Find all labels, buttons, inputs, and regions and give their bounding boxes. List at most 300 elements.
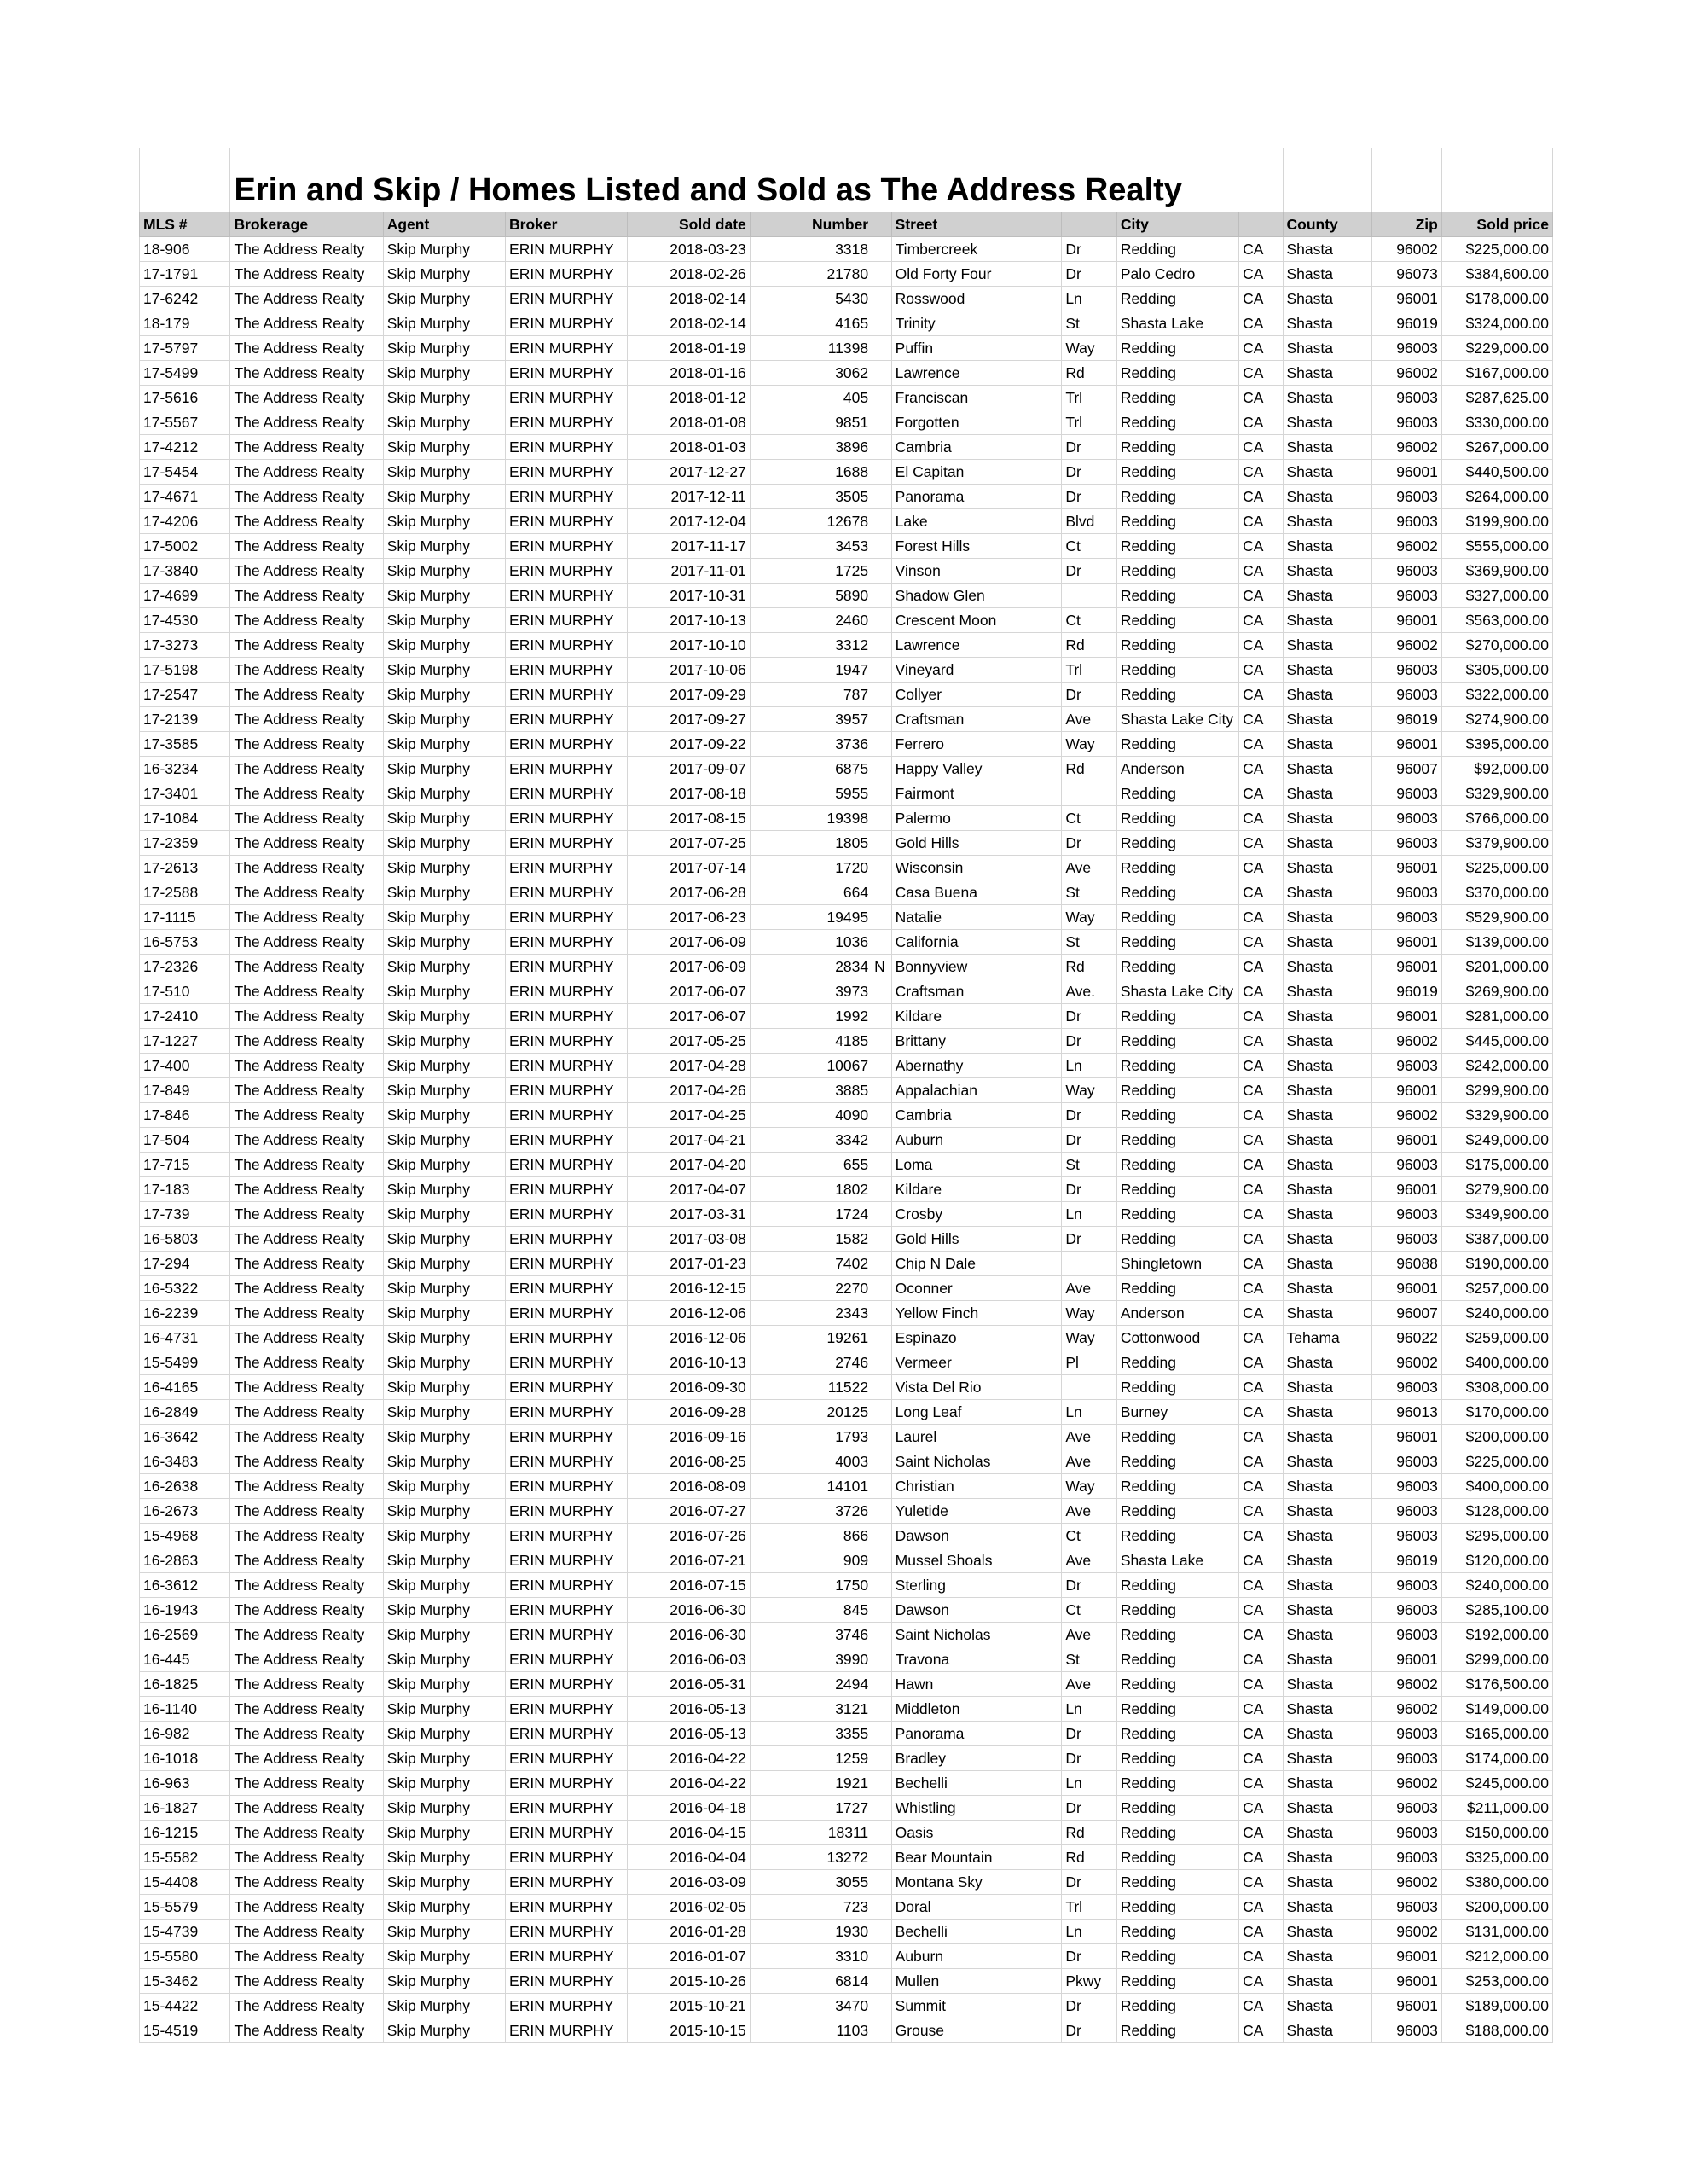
brokerage-cell: The Address Realty	[230, 1994, 383, 2018]
sold-date-cell: 2016-12-06	[628, 1301, 750, 1326]
sold-date-cell: 2018-01-03	[628, 435, 750, 460]
broker-cell: ERIN MURPHY	[506, 1301, 628, 1326]
agent-cell: Skip Murphy	[383, 1153, 505, 1177]
zip-cell: 96019	[1371, 707, 1441, 732]
state-cell: CA	[1239, 1252, 1283, 1276]
state-cell: CA	[1239, 1128, 1283, 1153]
suffix-cell: Dr	[1062, 460, 1117, 485]
table-row	[140, 1499, 1553, 1524]
direction-cell	[872, 287, 892, 311]
city-cell: Redding	[1116, 1449, 1238, 1474]
direction-cell	[872, 757, 892, 781]
direction-cell	[872, 707, 892, 732]
agent-cell: Skip Murphy	[383, 1969, 505, 1994]
mls-cell: 17-2410	[140, 1004, 230, 1029]
mls-cell: 17-1791	[140, 262, 230, 287]
title-spacer-cell	[1441, 148, 1552, 212]
city-cell: Redding	[1116, 1153, 1238, 1177]
sold-price-cell: $380,000.00	[1441, 1870, 1552, 1895]
number-cell: 3055	[750, 1870, 872, 1895]
agent-cell: Skip Murphy	[383, 1796, 505, 1821]
number-cell: 19495	[750, 905, 872, 930]
broker-cell: ERIN MURPHY	[506, 311, 628, 336]
broker-cell: ERIN MURPHY	[506, 1598, 628, 1623]
mls-cell: 17-4699	[140, 584, 230, 608]
agent-cell: Skip Murphy	[383, 262, 505, 287]
table-row	[140, 781, 1553, 806]
table-row	[140, 1449, 1553, 1474]
street-cell: Travona	[891, 1647, 1062, 1672]
county-cell: Shasta	[1283, 856, 1371, 880]
sold-date-cell: 2018-01-12	[628, 386, 750, 410]
agent-cell: Skip Murphy	[383, 1474, 505, 1499]
sold-date-cell: 2017-10-10	[628, 633, 750, 658]
number-cell: 3957	[750, 707, 872, 732]
number-cell: 11522	[750, 1375, 872, 1400]
table-row	[140, 905, 1553, 930]
agent-cell: Skip Murphy	[383, 1746, 505, 1771]
sold-price-cell: $201,000.00	[1441, 955, 1552, 979]
city-cell: Redding	[1116, 1944, 1238, 1969]
mls-cell: 16-1140	[140, 1697, 230, 1722]
brokerage-cell: The Address Realty	[230, 1969, 383, 1994]
brokerage-cell: The Address Realty	[230, 856, 383, 880]
county-cell: Shasta	[1283, 1722, 1371, 1746]
suffix-cell: Ct	[1062, 608, 1117, 633]
brokerage-cell: The Address Realty	[230, 831, 383, 856]
table-row	[140, 287, 1553, 311]
zip-cell: 96002	[1371, 534, 1441, 559]
sold-price-cell: $188,000.00	[1441, 2018, 1552, 2043]
county-cell: Shasta	[1283, 336, 1371, 361]
direction-cell	[872, 1598, 892, 1623]
suffix-cell: Ct	[1062, 1598, 1117, 1623]
mls-cell: 16-3483	[140, 1449, 230, 1474]
sold-date-cell: 2016-12-15	[628, 1276, 750, 1301]
mls-cell: 15-5579	[140, 1895, 230, 1920]
broker-cell: ERIN MURPHY	[506, 1425, 628, 1449]
table-row	[140, 1004, 1553, 1029]
broker-cell: ERIN MURPHY	[506, 1573, 628, 1598]
brokerage-cell: The Address Realty	[230, 658, 383, 682]
broker-cell: ERIN MURPHY	[506, 1722, 628, 1746]
state-cell: CA	[1239, 1821, 1283, 1845]
brokerage-cell: The Address Realty	[230, 1400, 383, 1425]
agent-cell: Skip Murphy	[383, 237, 505, 262]
sold-date-cell: 2016-01-28	[628, 1920, 750, 1944]
zip-cell: 96013	[1371, 1400, 1441, 1425]
suffix-cell: Ln	[1062, 1202, 1117, 1227]
mls-cell: 17-2359	[140, 831, 230, 856]
state-cell: CA	[1239, 955, 1283, 979]
direction-cell	[872, 1276, 892, 1301]
mls-cell: 18-906	[140, 237, 230, 262]
brokerage-cell: The Address Realty	[230, 1870, 383, 1895]
state-cell: CA	[1239, 336, 1283, 361]
street-cell: Grouse	[891, 2018, 1062, 2043]
mls-cell: 16-2638	[140, 1474, 230, 1499]
suffix-cell: Dr	[1062, 262, 1117, 287]
number-cell: 5955	[750, 781, 872, 806]
city-cell: Redding	[1116, 386, 1238, 410]
street-cell: Chip N Dale	[891, 1252, 1062, 1276]
street-cell: Wisconsin	[891, 856, 1062, 880]
street-cell: Cambria	[891, 1103, 1062, 1128]
broker-cell: ERIN MURPHY	[506, 1449, 628, 1474]
suffix-cell: Trl	[1062, 1895, 1117, 1920]
sold-price-cell: $400,000.00	[1441, 1350, 1552, 1375]
suffix-cell: Ct	[1062, 1524, 1117, 1548]
mls-cell: 16-5753	[140, 930, 230, 955]
street-cell: Auburn	[891, 1944, 1062, 1969]
brokerage-cell: The Address Realty	[230, 1845, 383, 1870]
zip-cell: 96003	[1371, 485, 1441, 509]
sold-price-cell: $249,000.00	[1441, 1128, 1552, 1153]
direction-cell	[872, 1573, 892, 1598]
mls-cell: 17-3585	[140, 732, 230, 757]
agent-cell: Skip Murphy	[383, 1870, 505, 1895]
street-cell: El Capitan	[891, 460, 1062, 485]
number-cell: 1259	[750, 1746, 872, 1771]
direction-cell	[872, 1870, 892, 1895]
state-cell: CA	[1239, 1202, 1283, 1227]
number-cell: 3312	[750, 633, 872, 658]
street-cell: Mussel Shoals	[891, 1548, 1062, 1573]
header-city-cell: City	[1116, 212, 1238, 237]
sold-date-cell: 2017-04-20	[628, 1153, 750, 1177]
direction-cell	[872, 1425, 892, 1449]
brokerage-cell: The Address Realty	[230, 1821, 383, 1845]
street-cell: Auburn	[891, 1128, 1062, 1153]
sold-price-cell: $445,000.00	[1441, 1029, 1552, 1054]
number-cell: 1793	[750, 1425, 872, 1449]
county-cell: Shasta	[1283, 1078, 1371, 1103]
county-cell: Shasta	[1283, 262, 1371, 287]
number-cell: 909	[750, 1548, 872, 1573]
mls-cell: 17-2613	[140, 856, 230, 880]
county-cell: Shasta	[1283, 1449, 1371, 1474]
brokerage-cell: The Address Realty	[230, 781, 383, 806]
direction-cell	[872, 880, 892, 905]
zip-cell: 96001	[1371, 1944, 1441, 1969]
sold-price-cell: $305,000.00	[1441, 658, 1552, 682]
brokerage-cell: The Address Realty	[230, 237, 383, 262]
number-cell: 1724	[750, 1202, 872, 1227]
direction-cell	[872, 781, 892, 806]
sold-date-cell: 2017-10-13	[628, 608, 750, 633]
street-cell: Gold Hills	[891, 831, 1062, 856]
number-cell: 1921	[750, 1771, 872, 1796]
city-cell: Redding	[1116, 1771, 1238, 1796]
table-row	[140, 1969, 1553, 1994]
brokerage-cell: The Address Realty	[230, 2018, 383, 2043]
sold-date-cell: 2018-03-23	[628, 237, 750, 262]
street-cell: Craftsman	[891, 979, 1062, 1004]
table-row	[140, 361, 1553, 386]
city-cell: Redding	[1116, 1350, 1238, 1375]
number-cell: 6875	[750, 757, 872, 781]
agent-cell: Skip Murphy	[383, 1598, 505, 1623]
brokerage-cell: The Address Realty	[230, 682, 383, 707]
table-row	[140, 1425, 1553, 1449]
sold-date-cell: 2017-06-07	[628, 979, 750, 1004]
agent-cell: Skip Murphy	[383, 287, 505, 311]
direction-cell	[872, 1623, 892, 1647]
brokerage-cell: The Address Realty	[230, 1252, 383, 1276]
state-cell: CA	[1239, 1301, 1283, 1326]
sold-date-cell: 2016-08-25	[628, 1449, 750, 1474]
broker-cell: ERIN MURPHY	[506, 1499, 628, 1524]
suffix-cell: Trl	[1062, 386, 1117, 410]
direction-cell	[872, 1697, 892, 1722]
direction-cell	[872, 1845, 892, 1870]
sold-price-cell: $267,000.00	[1441, 435, 1552, 460]
street-cell: Mullen	[891, 1969, 1062, 1994]
county-cell: Shasta	[1283, 287, 1371, 311]
agent-cell: Skip Murphy	[383, 311, 505, 336]
number-cell: 3121	[750, 1697, 872, 1722]
zip-cell: 96001	[1371, 1994, 1441, 2018]
table-row	[140, 1227, 1553, 1252]
state-cell: CA	[1239, 1004, 1283, 1029]
sold-price-cell: $281,000.00	[1441, 1004, 1552, 1029]
direction-cell	[872, 1252, 892, 1276]
state-cell: CA	[1239, 1103, 1283, 1128]
number-cell: 14101	[750, 1474, 872, 1499]
county-cell: Shasta	[1283, 1895, 1371, 1920]
mls-cell: 16-2673	[140, 1499, 230, 1524]
street-cell: Yellow Finch	[891, 1301, 1062, 1326]
street-cell: Rosswood	[891, 287, 1062, 311]
table-row	[140, 732, 1553, 757]
sold-date-cell: 2017-11-17	[628, 534, 750, 559]
broker-cell: ERIN MURPHY	[506, 979, 628, 1004]
broker-cell: ERIN MURPHY	[506, 559, 628, 584]
number-cell: 723	[750, 1895, 872, 1920]
street-cell: Bear Mountain	[891, 1845, 1062, 1870]
agent-cell: Skip Murphy	[383, 361, 505, 386]
brokerage-cell: The Address Realty	[230, 1153, 383, 1177]
broker-cell: ERIN MURPHY	[506, 682, 628, 707]
mls-cell: 17-183	[140, 1177, 230, 1202]
city-cell: Redding	[1116, 955, 1238, 979]
direction-cell	[872, 1499, 892, 1524]
sold-date-cell: 2016-04-04	[628, 1845, 750, 1870]
county-cell: Shasta	[1283, 1548, 1371, 1573]
number-cell: 1930	[750, 1920, 872, 1944]
broker-cell: ERIN MURPHY	[506, 1548, 628, 1573]
broker-cell: ERIN MURPHY	[506, 658, 628, 682]
title-spacer-cell	[140, 148, 230, 212]
number-cell: 3355	[750, 1722, 872, 1746]
mls-cell: 15-3462	[140, 1969, 230, 1994]
city-cell: Redding	[1116, 1029, 1238, 1054]
state-cell: CA	[1239, 1746, 1283, 1771]
direction-cell	[872, 1944, 892, 1969]
county-cell: Shasta	[1283, 1004, 1371, 1029]
suffix-cell: Dr	[1062, 1227, 1117, 1252]
suffix-cell: Dr	[1062, 1870, 1117, 1895]
table-row	[140, 806, 1553, 831]
zip-cell: 96002	[1371, 237, 1441, 262]
table-row	[140, 435, 1553, 460]
mls-cell: 15-4968	[140, 1524, 230, 1548]
agent-cell: Skip Murphy	[383, 485, 505, 509]
sold-date-cell: 2016-07-21	[628, 1548, 750, 1573]
number-cell: 4185	[750, 1029, 872, 1054]
number-cell: 11398	[750, 336, 872, 361]
suffix-cell	[1062, 1375, 1117, 1400]
state-cell: CA	[1239, 1227, 1283, 1252]
broker-cell: ERIN MURPHY	[506, 1153, 628, 1177]
county-cell: Tehama	[1283, 1326, 1371, 1350]
sold-price-cell: $165,000.00	[1441, 1722, 1552, 1746]
county-cell: Shasta	[1283, 781, 1371, 806]
header-row	[140, 212, 1553, 237]
street-cell: Lake	[891, 509, 1062, 534]
street-cell: Panorama	[891, 1722, 1062, 1746]
sold-price-cell: $329,900.00	[1441, 781, 1552, 806]
brokerage-cell: The Address Realty	[230, 1425, 383, 1449]
sold-price-cell: $327,000.00	[1441, 584, 1552, 608]
direction-cell: N	[872, 955, 892, 979]
agent-cell: Skip Murphy	[383, 1944, 505, 1969]
city-cell: Shingletown	[1116, 1252, 1238, 1276]
number-cell: 3726	[750, 1499, 872, 1524]
zip-cell: 96001	[1371, 930, 1441, 955]
table-row	[140, 534, 1553, 559]
city-cell: Redding	[1116, 509, 1238, 534]
city-cell: Redding	[1116, 1499, 1238, 1524]
sold-date-cell: 2017-09-29	[628, 682, 750, 707]
street-cell: Dawson	[891, 1524, 1062, 1548]
sold-price-cell: $199,900.00	[1441, 509, 1552, 534]
brokerage-cell: The Address Realty	[230, 1499, 383, 1524]
direction-cell	[872, 732, 892, 757]
city-cell: Shasta Lake City	[1116, 979, 1238, 1004]
sold-date-cell: 2016-04-22	[628, 1771, 750, 1796]
sold-date-cell: 2018-02-14	[628, 311, 750, 336]
table-row	[140, 1672, 1553, 1697]
mls-cell: 16-2863	[140, 1548, 230, 1573]
county-cell: Shasta	[1283, 1227, 1371, 1252]
brokerage-cell: The Address Realty	[230, 757, 383, 781]
table-row	[140, 1598, 1553, 1623]
sold-date-cell: 2017-09-22	[628, 732, 750, 757]
mls-cell: 15-4422	[140, 1994, 230, 2018]
zip-cell: 96002	[1371, 1103, 1441, 1128]
state-cell: CA	[1239, 1350, 1283, 1375]
sold-price-cell: $190,000.00	[1441, 1252, 1552, 1276]
direction-cell	[872, 361, 892, 386]
agent-cell: Skip Murphy	[383, 1078, 505, 1103]
brokerage-cell: The Address Realty	[230, 1598, 383, 1623]
suffix-cell: Dr	[1062, 1722, 1117, 1746]
zip-cell: 96003	[1371, 1227, 1441, 1252]
table-row	[140, 1350, 1553, 1375]
street-cell: Gold Hills	[891, 1227, 1062, 1252]
suffix-cell: Dr	[1062, 237, 1117, 262]
direction-cell	[872, 658, 892, 682]
sold-price-cell: $529,900.00	[1441, 905, 1552, 930]
sold-price-cell: $400,000.00	[1441, 1474, 1552, 1499]
table-row	[140, 1895, 1553, 1920]
broker-cell: ERIN MURPHY	[506, 435, 628, 460]
number-cell: 1750	[750, 1573, 872, 1598]
direction-cell	[872, 1920, 892, 1944]
state-cell: CA	[1239, 658, 1283, 682]
county-cell: Shasta	[1283, 608, 1371, 633]
sold-date-cell: 2016-08-09	[628, 1474, 750, 1499]
street-cell: Forgotten	[891, 410, 1062, 435]
sold-price-cell: $555,000.00	[1441, 534, 1552, 559]
table-row	[140, 1796, 1553, 1821]
suffix-cell: Dr	[1062, 1029, 1117, 1054]
county-cell: Shasta	[1283, 930, 1371, 955]
brokerage-cell: The Address Realty	[230, 1227, 383, 1252]
city-cell: Redding	[1116, 1177, 1238, 1202]
sold-price-cell: $279,900.00	[1441, 1177, 1552, 1202]
street-cell: Puffin	[891, 336, 1062, 361]
city-cell: Redding	[1116, 1647, 1238, 1672]
suffix-cell: Dr	[1062, 485, 1117, 509]
suffix-cell: Way	[1062, 1078, 1117, 1103]
direction-cell	[872, 460, 892, 485]
state-cell: CA	[1239, 1623, 1283, 1647]
table-row	[140, 856, 1553, 880]
agent-cell: Skip Murphy	[383, 1994, 505, 2018]
sold-price-cell: $150,000.00	[1441, 1821, 1552, 1845]
street-cell: Loma	[891, 1153, 1062, 1177]
mls-cell: 17-1227	[140, 1029, 230, 1054]
suffix-cell: Ln	[1062, 1697, 1117, 1722]
table-row	[140, 1647, 1553, 1672]
sold-price-cell: $264,000.00	[1441, 485, 1552, 509]
sold-date-cell: 2017-06-28	[628, 880, 750, 905]
suffix-cell: Ln	[1062, 287, 1117, 311]
table-row	[140, 1153, 1553, 1177]
brokerage-cell: The Address Realty	[230, 410, 383, 435]
table-row	[140, 1944, 1553, 1969]
street-cell: Vineyard	[891, 658, 1062, 682]
city-cell: Redding	[1116, 831, 1238, 856]
table-row	[140, 682, 1553, 707]
table-row	[140, 707, 1553, 732]
brokerage-cell: The Address Realty	[230, 1004, 383, 1029]
brokerage-cell: The Address Realty	[230, 732, 383, 757]
state-cell: CA	[1239, 386, 1283, 410]
county-cell: Shasta	[1283, 732, 1371, 757]
zip-cell: 96001	[1371, 1969, 1441, 1994]
suffix-cell: Dr	[1062, 2018, 1117, 2043]
broker-cell: ERIN MURPHY	[506, 1252, 628, 1276]
sold-date-cell: 2017-07-14	[628, 856, 750, 880]
city-cell: Redding	[1116, 1920, 1238, 1944]
direction-cell	[872, 311, 892, 336]
sold-price-cell: $189,000.00	[1441, 1994, 1552, 2018]
city-cell: Redding	[1116, 410, 1238, 435]
zip-cell: 96022	[1371, 1326, 1441, 1350]
state-cell: CA	[1239, 1771, 1283, 1796]
city-cell: Redding	[1116, 1722, 1238, 1746]
city-cell: Redding	[1116, 1054, 1238, 1078]
zip-cell: 96003	[1371, 509, 1441, 534]
sold-price-cell: $766,000.00	[1441, 806, 1552, 831]
county-cell: Shasta	[1283, 831, 1371, 856]
city-cell: Redding	[1116, 1474, 1238, 1499]
broker-cell: ERIN MURPHY	[506, 732, 628, 757]
zip-cell: 96073	[1371, 262, 1441, 287]
